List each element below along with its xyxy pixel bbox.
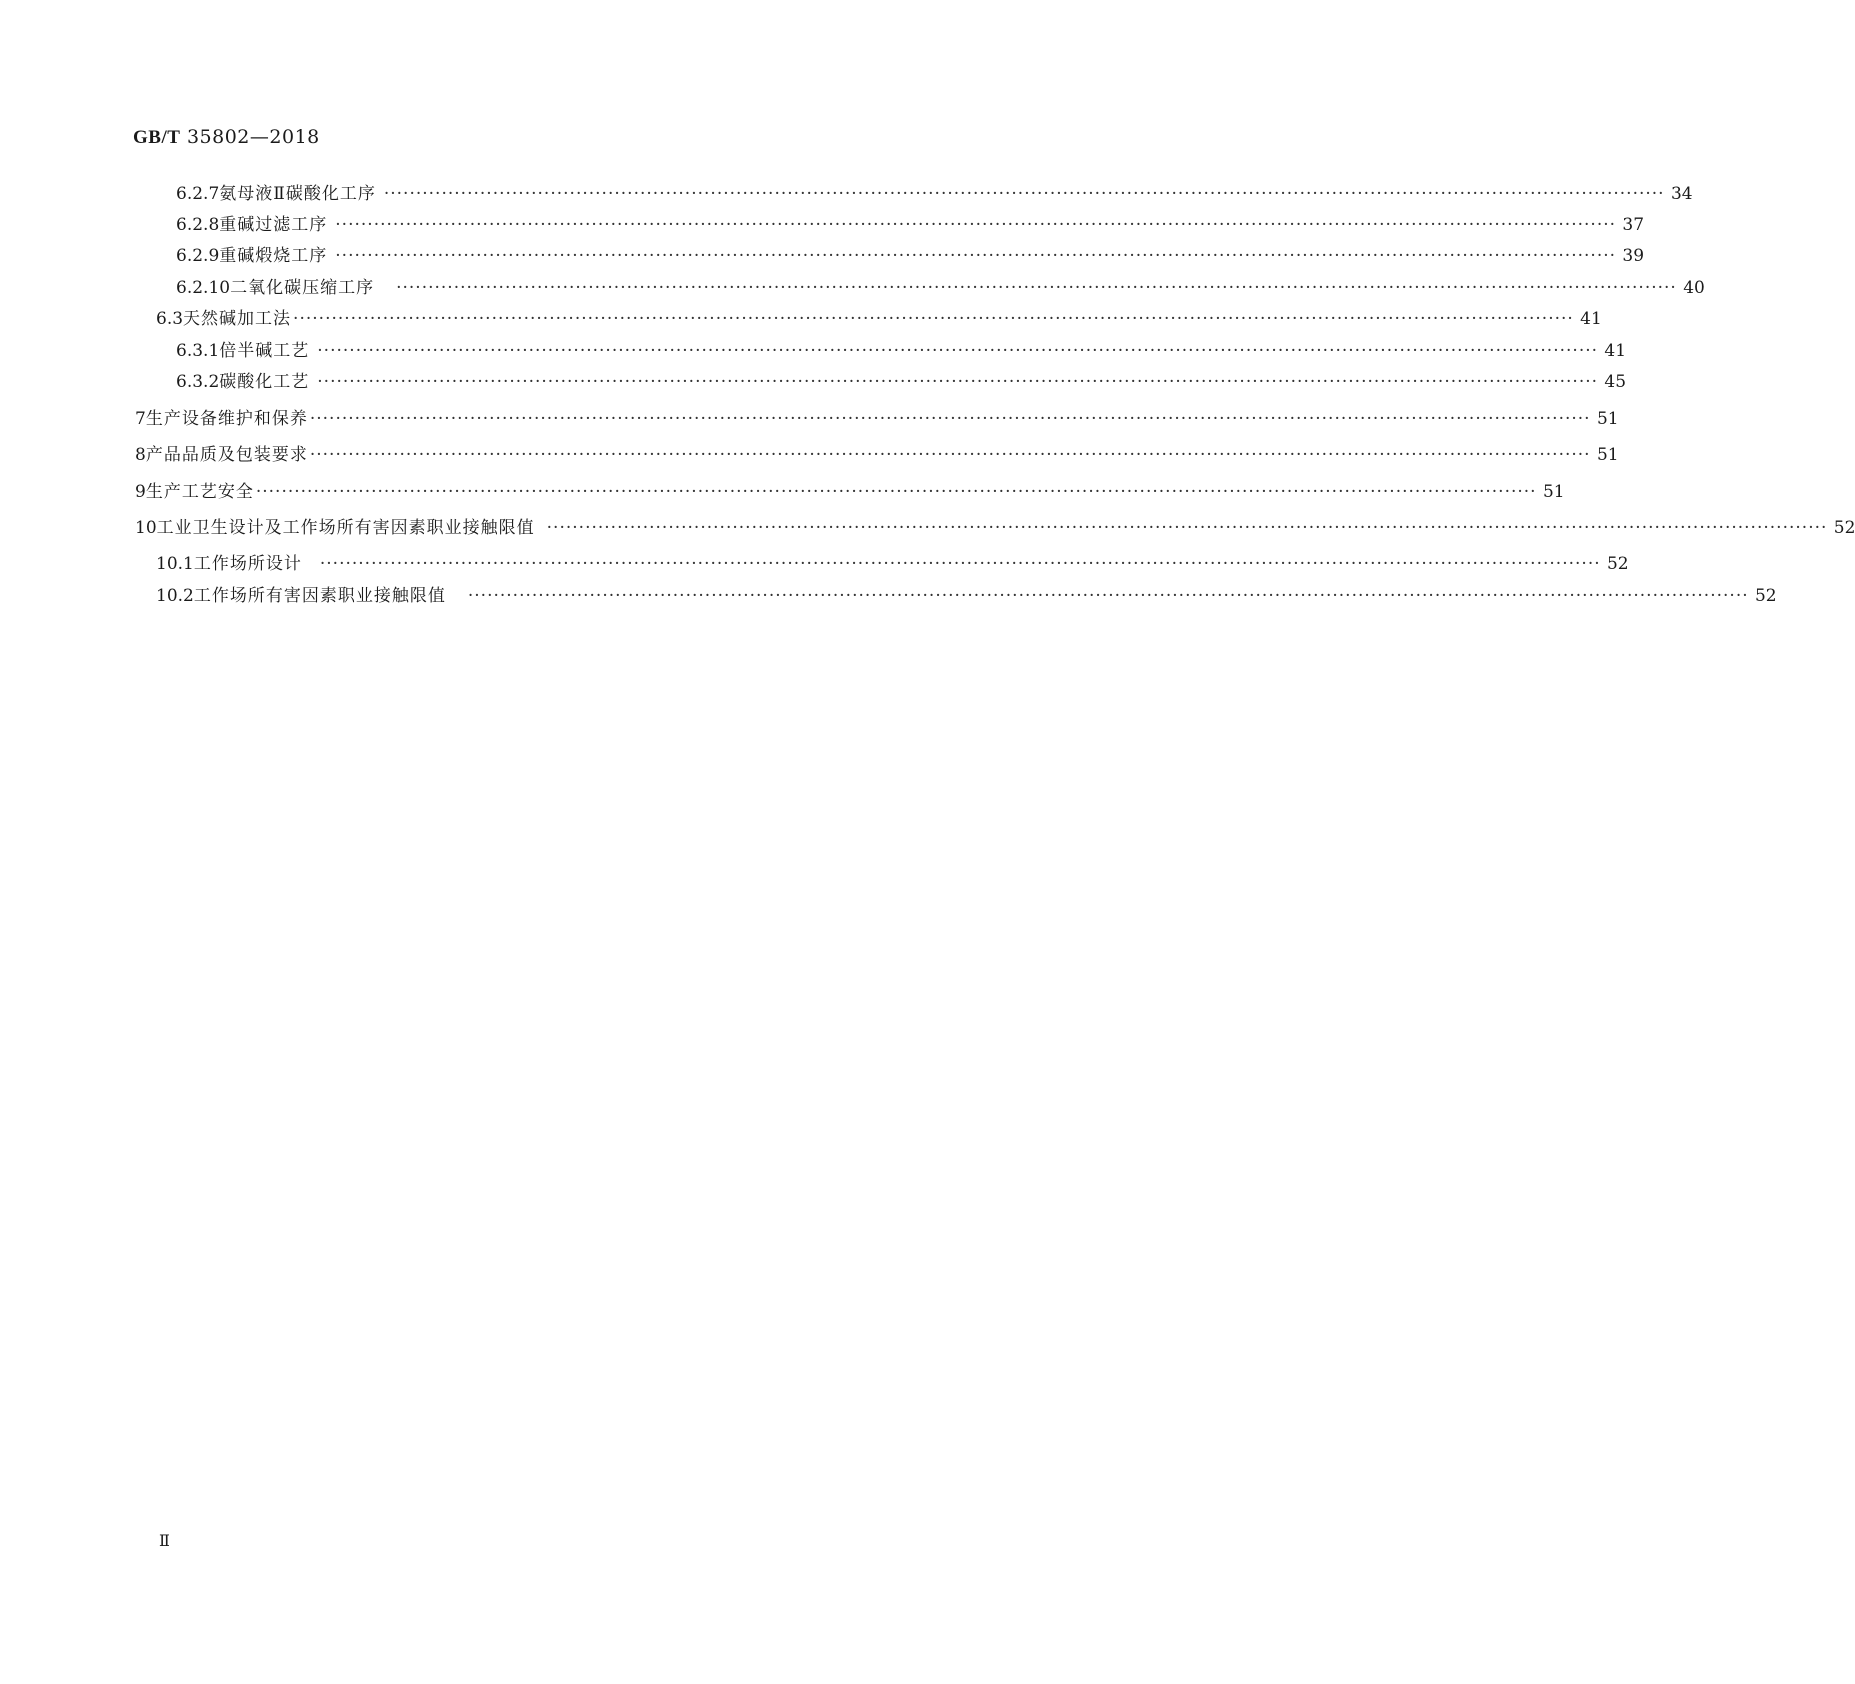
leader-dots: ········································································································································································································: [255, 482, 1537, 502]
toc-entry-page: 37: [1622, 215, 1645, 235]
toc-entry-page: 51: [1596, 409, 1619, 429]
leader-dots: ········································································································································································································: [546, 518, 1828, 538]
leader-dots: ········································································································································································································: [335, 246, 1617, 266]
toc-entry-title: 生产设备维护和保养: [145, 409, 308, 429]
toc-entry-number: 6.2.8: [176, 215, 220, 235]
toc-entry[interactable]: [176, 244, 1645, 268]
toc-entry-number: 6.3.2: [176, 372, 220, 392]
toc-entry-number: 10.1: [156, 554, 194, 574]
leader-dots: ········································································································································································································: [309, 409, 1591, 429]
leader-dots: ········································································································································································································: [467, 586, 1749, 606]
standard-code: GB/T: [133, 127, 181, 148]
toc-entry-number: 8: [135, 445, 146, 465]
toc-entry-title: 重碱过滤工序: [219, 215, 328, 235]
toc-entry-title: 工作场所有害因素职业接触限值: [193, 586, 446, 606]
toc-entry-title: 生产工艺安全: [145, 482, 254, 502]
toc-entry[interactable]: [156, 307, 1602, 331]
toc-entry[interactable]: [176, 276, 1705, 300]
toc-entry-number: 10.2: [156, 586, 194, 606]
toc-entry[interactable]: [135, 480, 1565, 504]
toc-entry-number: 6.2.9: [176, 246, 220, 266]
toc-entry-page: 52: [1833, 518, 1855, 538]
toc-entry-page: 52: [1754, 586, 1777, 606]
document-header: [133, 126, 320, 149]
leader-dots: ········································································································································································································: [383, 184, 1665, 204]
toc-entry-page: 51: [1596, 445, 1619, 465]
toc-entry-title: 二氧化碳压缩工序: [230, 278, 375, 298]
toc-entry[interactable]: [156, 584, 1777, 608]
leader-dots: ········································································································································································································: [317, 341, 1599, 361]
toc-entry-page: 34: [1670, 184, 1693, 204]
toc-entry-page: 45: [1604, 372, 1627, 392]
toc-entry-page: 41: [1580, 309, 1602, 329]
toc-entry[interactable]: [135, 443, 1619, 467]
leader-dots: ········································································································································································································: [319, 554, 1601, 574]
toc-entry-title: 倍半碱工艺: [219, 341, 310, 361]
page-number: Ⅱ: [159, 1531, 170, 1550]
toc-entry-title: 工业卫生设计及工作场所有害因素职业接触限值: [156, 518, 535, 538]
leader-dots: ········································································································································································································: [309, 445, 1591, 465]
toc-entry[interactable]: [176, 370, 1627, 394]
toc-entry[interactable]: [176, 182, 1693, 206]
toc-entry-page: 39: [1622, 246, 1645, 266]
toc-entry-number: 9: [135, 482, 146, 502]
toc-entry-page: 52: [1606, 554, 1629, 574]
toc-entry[interactable]: [176, 213, 1645, 237]
toc-entry-number: 7: [135, 409, 146, 429]
toc-entry[interactable]: [156, 552, 1629, 576]
toc-entry-title: 产品品质及包装要求: [145, 445, 308, 465]
toc-entry-title: 工作场所设计: [193, 554, 302, 574]
toc-entry-page: 41: [1604, 341, 1627, 361]
toc-entry-title: 重碱煅烧工序: [219, 246, 328, 266]
toc-entry-number: 6.2.10: [176, 278, 231, 298]
toc-entry-page: 51: [1542, 482, 1565, 502]
toc-entry-title: 天然碱加工法: [183, 309, 292, 329]
standard-number: 35802—2018: [186, 126, 320, 148]
leader-dots: ········································································································································································································: [335, 215, 1617, 235]
leader-dots: ········································································································································································································: [317, 372, 1599, 392]
toc-entry[interactable]: [135, 516, 1855, 540]
toc-entry-number: 6.2.7: [176, 184, 220, 204]
toc-entry[interactable]: [176, 339, 1627, 363]
leader-dots: ········································································································································································································: [396, 278, 1677, 298]
toc-entry-number: 10: [135, 518, 157, 538]
leader-dots: ········································································································································································································: [293, 309, 1574, 329]
toc-entry-title: 氨母液Ⅱ碳酸化工序: [219, 184, 376, 204]
toc-entry[interactable]: [135, 407, 1619, 431]
toc-entry-title: 碳酸化工艺: [219, 372, 310, 392]
toc-entry-number: 6.3: [156, 309, 184, 329]
toc-entry-number: 6.3.1: [176, 341, 220, 361]
toc-entry-page: 40: [1683, 278, 1705, 298]
